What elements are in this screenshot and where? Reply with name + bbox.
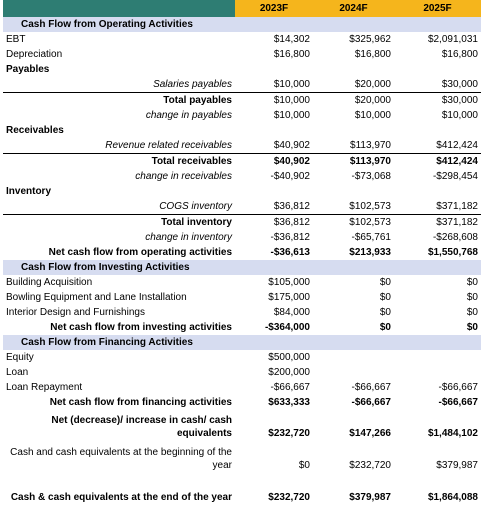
value-cell-2024: -$73,068 [351, 171, 391, 182]
row-label: Loan Repayment [6, 382, 83, 393]
value-cell-2025: -$268,608 [432, 232, 478, 243]
value-cell-2023 [235, 62, 313, 77]
value-cell-2023: -$66,667 [270, 382, 310, 393]
table-row [3, 275, 481, 290]
value-cell-2025: $412,424 [436, 140, 478, 151]
value-cell-2023: -$364,000 [264, 322, 310, 333]
row-label: Salaries payables [153, 79, 232, 90]
row-label: Net cash flow from operating activities [48, 247, 232, 258]
cash-flow-table [3, 0, 481, 506]
table-row [3, 290, 481, 305]
value-cell-2024: $232,720 [349, 460, 391, 471]
value-cell-2023: $0 [298, 460, 310, 471]
value-cell-2025: $16,800 [441, 49, 478, 60]
value-cell-2025: -$298,454 [432, 171, 478, 182]
row-label: Receivables [6, 125, 64, 136]
value-cell-2025: $30,000 [394, 93, 481, 109]
table-row [3, 474, 481, 506]
value-cell-2023: $36,812 [235, 215, 313, 231]
value-cell-2024 [313, 123, 394, 138]
receivables-subheader [3, 123, 481, 138]
row-label: Total receivables [3, 154, 235, 170]
value-cell-2023: $16,800 [273, 49, 310, 60]
value-cell-2023: $232,720 [268, 428, 310, 439]
value-cell-2023: $232,720 [268, 492, 310, 503]
value-cell-2023: $633,333 [268, 397, 310, 408]
row-label: Cash & cash equivalents at the end of the year [10, 492, 232, 503]
section-header-row [3, 335, 481, 350]
value-cell-2025 [394, 62, 481, 77]
value-cell-2023: $14,302 [273, 34, 310, 45]
value-cell-2025: $1,484,102 [427, 428, 478, 439]
year-2023-header: 2023F [235, 0, 313, 17]
value-cell-2024: $213,933 [349, 247, 391, 258]
row-label: Net cash flow from financing activities [49, 397, 232, 408]
table-row [3, 230, 481, 245]
value-cell-2024: $20,000 [313, 93, 394, 109]
row-label: Payables [6, 64, 50, 75]
row-label: Bowling Equipment and Lane Installation [6, 292, 187, 303]
table-row [3, 380, 481, 395]
section-title: Cash Flow from Investing Activities [3, 260, 235, 275]
value-cell-2025: $0 [466, 292, 478, 303]
value-cell-2024: $113,970 [350, 140, 391, 151]
value-cell-2024: $102,573 [313, 215, 394, 231]
value-cell-2023 [235, 17, 313, 32]
value-cell-2025: $0 [466, 277, 478, 288]
value-cell-2024: $10,000 [354, 110, 391, 121]
row-label: Revenue related receivables [105, 140, 232, 151]
value-cell-2024 [313, 260, 394, 275]
value-cell-2024: -$66,667 [351, 382, 391, 393]
value-cell-2024: -$65,761 [351, 232, 391, 243]
value-cell-2024 [313, 62, 394, 77]
value-cell-2025 [394, 350, 481, 365]
section-title: Cash Flow from Financing Activities [3, 335, 235, 350]
value-cell-2023 [235, 123, 313, 138]
value-cell-2025: $1,550,768 [427, 247, 478, 258]
table-row [3, 442, 481, 474]
value-cell-2023: $84,000 [273, 307, 310, 318]
value-cell-2024 [313, 17, 394, 32]
value-cell-2023: $105,000 [268, 277, 310, 288]
row-label: EBT [6, 34, 26, 45]
value-cell-2025: $1,864,088 [427, 492, 478, 503]
table-row [3, 77, 481, 93]
table-row [3, 245, 481, 260]
header-label-cell [3, 0, 235, 17]
row-label: change in payables [145, 110, 232, 121]
table-row [3, 305, 481, 320]
table-row [3, 410, 481, 442]
value-cell-2023: $40,902 [273, 140, 310, 151]
value-cell-2024: $0 [379, 292, 391, 303]
value-cell-2025 [394, 184, 481, 199]
row-label: Depreciation [6, 49, 63, 60]
value-cell-2025: $0 [466, 322, 478, 333]
value-cell-2024: $113,970 [313, 154, 394, 170]
value-cell-2023: $200,000 [268, 367, 310, 378]
value-cell-2024: -$66,667 [351, 397, 391, 408]
value-cell-2024: $0 [379, 307, 391, 318]
value-cell-2023: -$36,812 [270, 232, 310, 243]
value-cell-2023: $40,902 [235, 154, 313, 170]
table-row [3, 138, 481, 154]
value-cell-2024: $379,987 [349, 492, 391, 503]
value-cell-2023 [235, 335, 313, 350]
section-header-row [3, 17, 481, 32]
row-label: Loan [6, 367, 29, 378]
value-cell-2025: $371,182 [436, 201, 478, 212]
value-cell-2024 [313, 184, 394, 199]
row-label: Total payables [3, 93, 235, 109]
table-row [3, 93, 481, 109]
value-cell-2024 [313, 335, 394, 350]
year-2024-header: 2024F [313, 0, 394, 17]
row-label: Net cash flow from investing activities [50, 322, 232, 333]
table-row [3, 169, 481, 184]
value-cell-2024 [313, 350, 394, 365]
value-cell-2024: $147,266 [349, 428, 391, 439]
table-row [3, 395, 481, 410]
value-cell-2023: $10,000 [273, 79, 310, 90]
row-label: Interior Design and Furnishings [6, 307, 145, 318]
table-row [3, 47, 481, 62]
value-cell-2024: $0 [379, 322, 391, 333]
value-cell-2025 [394, 365, 481, 380]
table-row [3, 365, 481, 380]
row-label: Building Acquisition [6, 277, 93, 288]
row-label: COGS inventory [159, 201, 232, 212]
value-cell-2025: $0 [466, 307, 478, 318]
value-cell-2023: $36,812 [273, 201, 310, 212]
value-cell-2025: -$66,667 [438, 382, 478, 393]
cash-flow-body [3, 0, 481, 506]
row-label: Total inventory [3, 215, 235, 231]
row-label: Inventory [6, 186, 52, 197]
table-row [3, 108, 481, 123]
value-cell-2025: -$66,667 [438, 397, 478, 408]
section-title: Cash Flow from Operating Activities [3, 17, 235, 32]
value-cell-2023: $10,000 [235, 93, 313, 109]
table-row [3, 199, 481, 215]
value-cell-2023: $500,000 [268, 352, 310, 363]
table-row [3, 215, 481, 231]
row-label: Equity [6, 352, 34, 363]
header-row [3, 0, 481, 17]
row-label: change in inventory [145, 232, 232, 243]
row-label: Net (decrease)/ increase in cash/ cash equivalents [51, 415, 232, 439]
section-header-row [3, 260, 481, 275]
table-row [3, 154, 481, 170]
value-cell-2024: $102,573 [349, 201, 391, 212]
value-cell-2025: $371,182 [394, 215, 481, 231]
value-cell-2025: $412,424 [394, 154, 481, 170]
value-cell-2025: $2,091,031 [427, 34, 478, 45]
year-2025-header: 2025F [394, 0, 481, 17]
value-cell-2024: $325,962 [349, 34, 391, 45]
table-row [3, 32, 481, 47]
value-cell-2025 [394, 123, 481, 138]
value-cell-2025 [394, 260, 481, 275]
value-cell-2023: $10,000 [273, 110, 310, 121]
inventory-subheader [3, 184, 481, 199]
value-cell-2024 [313, 365, 394, 380]
row-label: change in receivables [135, 171, 232, 182]
value-cell-2025 [394, 335, 481, 350]
row-label: Cash and cash equivalents at the beginning of the year [10, 447, 232, 471]
table-row [3, 320, 481, 335]
value-cell-2023 [235, 260, 313, 275]
value-cell-2024: $16,800 [354, 49, 391, 60]
value-cell-2025: $30,000 [441, 79, 478, 90]
value-cell-2024: $0 [379, 277, 391, 288]
value-cell-2023: $175,000 [268, 292, 310, 303]
payables-subheader [3, 62, 481, 77]
value-cell-2025: $10,000 [441, 110, 478, 121]
table-row [3, 350, 481, 365]
value-cell-2023: -$36,613 [270, 247, 310, 258]
value-cell-2023 [235, 184, 313, 199]
value-cell-2025: $379,987 [436, 460, 478, 471]
value-cell-2025 [394, 17, 481, 32]
value-cell-2024: $20,000 [354, 79, 391, 90]
value-cell-2023: -$40,902 [270, 171, 310, 182]
